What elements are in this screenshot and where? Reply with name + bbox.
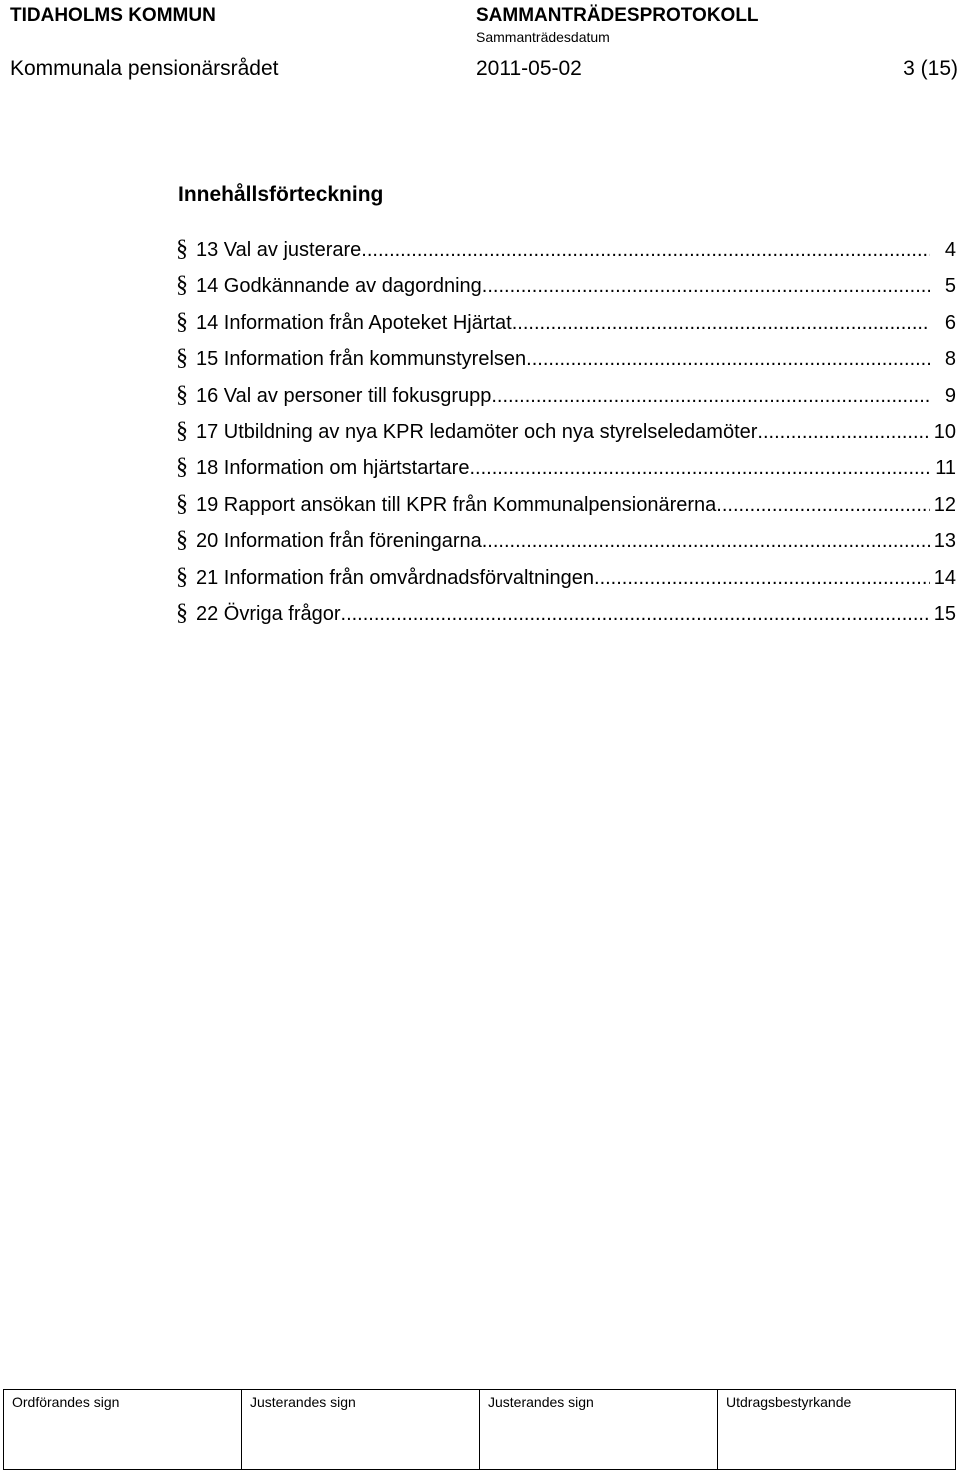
section-symbol: § <box>176 308 188 335</box>
toc-item[interactable] <box>176 377 956 413</box>
toc-item-page: 5 <box>944 275 956 298</box>
section-symbol: § <box>176 527 188 554</box>
toc-item-label: 14 Information från Apoteket Hjärtat <box>196 311 512 334</box>
toc-item-page: 4 <box>944 239 956 261</box>
toc-item[interactable] <box>176 340 956 376</box>
toc-item-page: 9 <box>944 384 956 407</box>
signature-label-chair: Ordförandes sign <box>4 1390 242 1415</box>
toc-item-label: 18 Information om hjärtstartare <box>196 457 470 480</box>
dot-leader <box>482 523 930 559</box>
toc-item-page: 15 <box>933 602 956 625</box>
signature-box-adjuster-1[interactable] <box>242 1414 480 1470</box>
dot-leader <box>594 560 930 596</box>
toc-item-label: 16 Val av personer till fokusgrupp <box>196 384 492 407</box>
toc-item[interactable] <box>176 304 956 340</box>
toc-item-label: 19 Rapport ansökan till KPR från Kommunalpensionärerna <box>196 493 717 516</box>
signature-box-chair[interactable] <box>4 1414 242 1470</box>
toc-item[interactable] <box>176 522 956 558</box>
toc-item[interactable] <box>176 595 956 631</box>
section-symbol: § <box>176 454 188 481</box>
toc-item-page: 14 <box>933 566 956 589</box>
toc-item-label: 17 Utbildning av nya KPR ledamöter och nya styrelseledamöter <box>196 420 758 443</box>
toc-item-label: 14 Godkännande av dagordning <box>196 275 482 298</box>
dot-leader <box>512 305 930 341</box>
section-symbol: § <box>176 490 188 517</box>
dot-leader <box>757 414 930 450</box>
dot-leader <box>482 268 930 304</box>
signature-box-adjuster-2[interactable] <box>480 1414 718 1470</box>
toc-item[interactable] <box>176 231 956 267</box>
signature-label-adjuster-1: Justerandes sign <box>242 1390 480 1415</box>
toc-item[interactable] <box>176 559 956 595</box>
signature-table <box>3 1389 956 1470</box>
toc-item-page: 11 <box>935 457 956 480</box>
page-number: 3 (15) <box>903 57 958 80</box>
dot-leader <box>361 232 930 268</box>
toc-item-label: 22 Övriga frågor <box>196 602 341 625</box>
toc-list <box>176 231 956 631</box>
toc-item-page: 12 <box>933 493 956 516</box>
toc-item-page: 8 <box>944 348 956 371</box>
section-symbol: § <box>176 417 188 444</box>
toc-item[interactable] <box>176 449 956 485</box>
toc-item-page: 6 <box>944 311 956 334</box>
signature-label-certification: Utdragsbestyrkande <box>718 1390 956 1415</box>
signature-box-certification[interactable] <box>718 1414 956 1470</box>
section-symbol: § <box>176 345 188 372</box>
toc-item[interactable] <box>176 267 956 303</box>
dot-leader <box>491 378 930 414</box>
toc-heading: Innehållsförteckning <box>178 183 384 206</box>
section-symbol: § <box>176 272 188 299</box>
organization-name: TIDAHOLMS KOMMUN <box>10 5 216 26</box>
signature-label-adjuster-2: Justerandes sign <box>480 1390 718 1415</box>
toc-item-page: 13 <box>933 530 956 553</box>
dot-leader <box>341 596 930 632</box>
section-symbol: § <box>176 599 188 626</box>
section-symbol: § <box>176 563 188 590</box>
toc-item[interactable] <box>176 486 956 522</box>
document-type: SAMMANTRÄDESPROTOKOLL <box>476 5 759 26</box>
toc-item-label: 21 Information från omvårdnadsförvaltningen <box>196 566 595 589</box>
dot-leader <box>526 341 930 377</box>
dot-leader <box>716 487 930 523</box>
dot-leader <box>469 450 930 486</box>
toc-item-label: 20 Information från föreningarna <box>196 530 482 553</box>
date-label: Sammanträdesdatum <box>476 29 610 45</box>
meeting-date: 2011-05-02 <box>476 57 582 80</box>
toc-item-page: 10 <box>933 420 956 443</box>
section-symbol: § <box>176 236 188 262</box>
toc-item-label: 13 Val av justerare <box>196 239 362 261</box>
body-name: Kommunala pensionärsrådet <box>10 57 279 80</box>
section-symbol: § <box>176 381 188 408</box>
toc-item[interactable] <box>176 413 956 449</box>
toc-item-label: 15 Information från kommunstyrelsen <box>196 348 527 371</box>
